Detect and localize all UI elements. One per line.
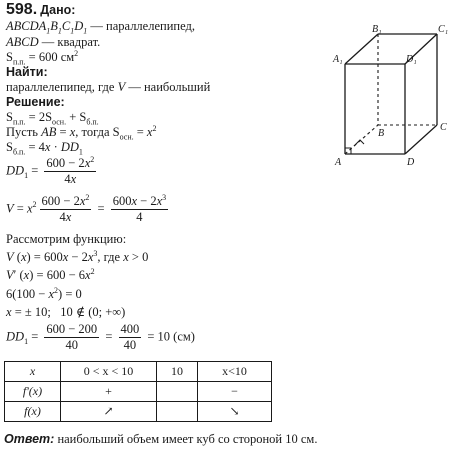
eq-function: V $(x) = 600x - 2x^3$, где x > 0 [6,248,149,264]
given-line-2: ABCD — квадрат. [6,35,101,49]
table-cell: 10 [157,362,198,382]
eq-zero: $6(100 - x^2) = 0$ [6,285,82,301]
consider-text: Рассмотрим функцию: [6,232,127,246]
answer-line [4,432,317,447]
label-a1: A₁ [333,54,343,65]
given-line-1: $ABCDA_1B_1C_1D_1$ — параллелепипед, [6,19,195,36]
eq-dd1: $DD_1$ = $\frac{600 - 2x^2}{4x}$ [6,154,95,186]
problem-number: 598. [6,1,38,18]
answer-label: Ответ: [4,432,55,446]
label-a: A [335,157,342,167]
edge-a-b-hidden [345,125,378,154]
eq-surface: $S_{п.п.} = 2S_{осн.} + S_{б.п.}$ [6,110,99,127]
table-cell [157,382,198,402]
eq-lateral: $S_{б.п.} = 4x \cdot DD_1$ [6,140,83,157]
right-angle-mark [354,140,364,146]
label-b: B [378,128,385,139]
edge-a1-b1 [345,34,378,64]
table-cell: f(x) [5,402,61,422]
sign-table [4,361,272,422]
find-heading: Найти: [6,65,48,79]
table-cell [157,402,198,422]
table-cell: 0 < x < 10 [61,362,157,382]
table-cell: f'(x) [5,382,61,402]
eq-derivative: V′ $(x) = 600 - 6x^2$ [6,266,95,282]
eq-volume: $V = x^2$ $\frac{600 - 2x^2}{4x}$ = $\frac{600x - 2x^3}{4}$ [6,192,167,224]
given-heading: Дано: [40,3,76,17]
solution-heading-line [6,95,65,110]
parallelepiped-figure [330,22,455,167]
given-header-line [6,2,75,18]
label-d1: D₁ [406,54,417,65]
solution-heading: Решение: [6,95,65,109]
given-area: $S_{п.п.} = 600$ $см^2$ [6,48,79,67]
table-cell: ↘ [198,402,272,422]
answer-text: наибольший объем имеет куб со стороной 10 см. [57,432,318,446]
table-cell: ↗ [61,402,157,422]
table-cell: x<10 [198,362,272,382]
label-c1: C₁ [438,24,449,35]
label-d: D [407,157,415,167]
table-row [5,382,272,402]
eq-roots: x = ± 10; 10 ∉ (0; +∞) [6,305,126,319]
table-row [5,402,272,422]
eq-let: Пусть AB = x, тогда $S_{осн.} = x^2$ [6,123,157,142]
table-cell: + [61,382,157,402]
eq-dd1-value: $DD_1$ = $\frac{600 - 200}{40}$ = $\frac{400}{40}$ = 10 (см) [6,322,195,352]
label-c: C [440,122,447,133]
table-cell: − [198,382,272,402]
find-heading-line [6,65,48,80]
table-cell: x [5,362,61,382]
edge-d-c [405,125,437,154]
find-text: параллелепипед, где V — наибольший [6,80,211,94]
label-b1: B₁ [372,24,382,35]
table-row [5,362,272,382]
